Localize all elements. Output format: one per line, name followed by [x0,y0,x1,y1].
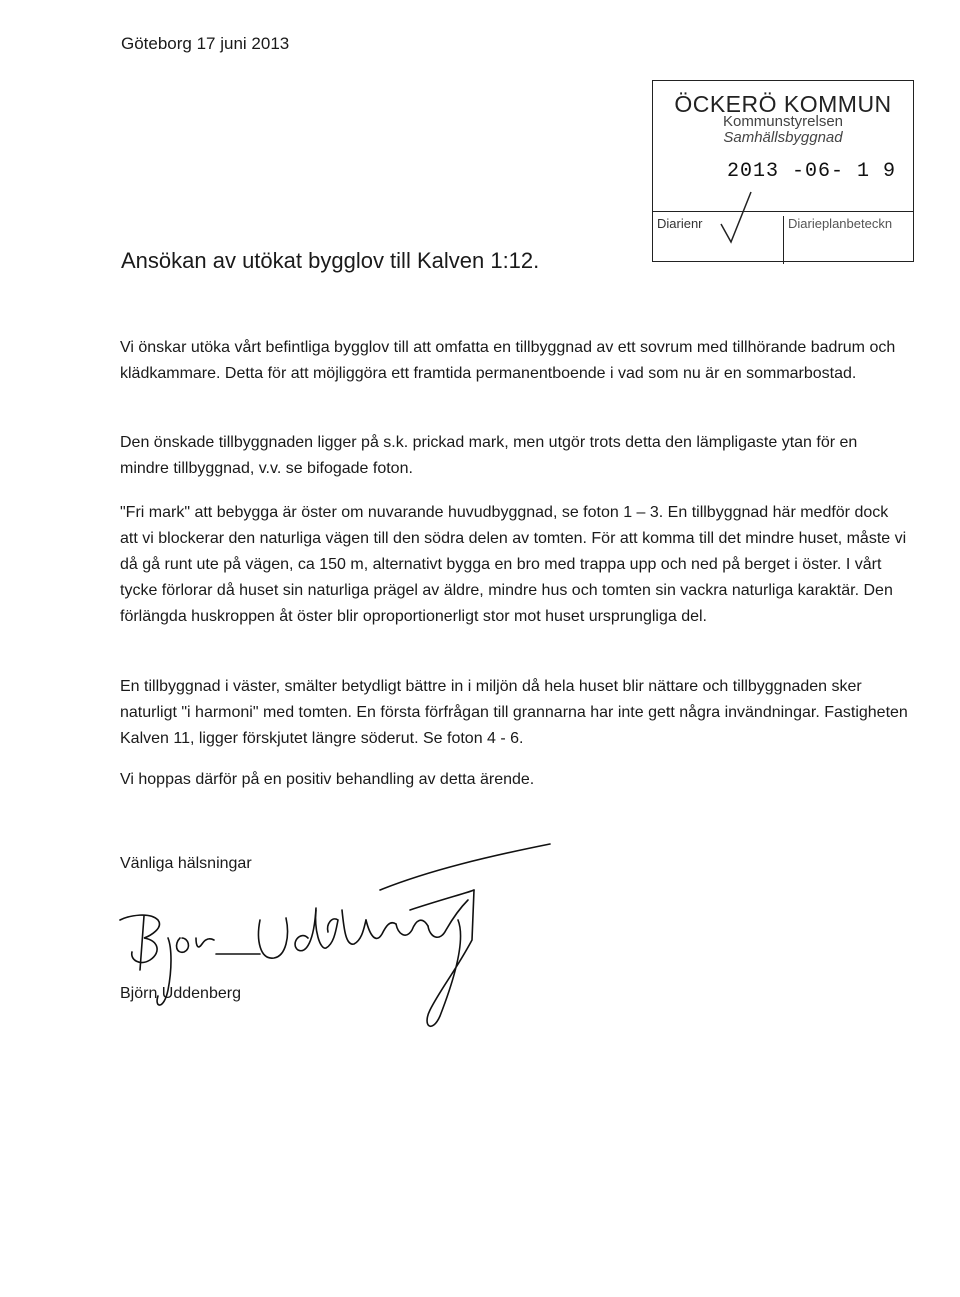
closing-greeting: Vänliga hälsningar [120,855,252,872]
signer-name: Björn Uddenberg [120,985,241,1002]
letter-title: Ansökan av utökat bygglov till Kalven 1:12. [121,248,540,273]
paragraph-3: "Fri mark" att bebygga är öster om nuvarande huvudbyggnad, se foton 1 – 3. En tillbyggnad här medför dock att vi blockerar den naturliga vägen till den södra delen av tomten. För att komma till det mindre huset, måste vi då gå runt ute på vägen, ca 150 m, alternativt bygga en bro med trappa upp och ned på berget i öster. I vårt tycke förlorar då huset sin naturliga prägel av äldre, mindre hus och tomten sin vackra naturliga karaktär. Den förlängda huskroppen åt öster blir oproportionerligt stor mot huset ursprungliga del. [120,504,907,625]
stamp-department: Kommunstyrelsen [722,113,844,130]
paragraph-5: Vi hoppas därför på en positiv behandling av detta ärende. [120,771,535,788]
stamp-field-diarienr: Diarienr [657,216,703,231]
paragraph-2: Den önskade tillbyggnaden ligger på s.k. prickad mark, men utgör trots detta den lämpligaste ytan för en mindre tillbyggnad, v.v. se bifogade foton. [120,434,858,477]
paragraph-1: Vi önskar utöka vårt befintliga bygglov till att omfatta en tillbyggnad av ett sovrum med tillhörande badrum och klädkammare. Detta för att möjliggöra ett framtida permanentboende i vad som nu är en sommarbostad. [120,339,896,382]
letter-date: Göteborg 17 juni 2013 [121,34,290,53]
stamp-organization: ÖCKERÖ KOMMUN [674,91,892,117]
stamp-date: 2013 -06- 1 9 [727,160,897,183]
received-stamp [652,80,914,262]
handwritten-signature [110,820,570,1040]
paragraph-4: En tillbyggnad i väster, smälter betydligt bättre in i miljön då hela huset blir nättare och tillbyggnaden sker naturligt "i harmoni" med tomten. En första förfrågan till grannarna har inte gett några invändningar. Fastigheten Kalven 11, ligger förskjutet längre söderut. Se foton 4 - 6. [120,678,908,747]
stamp-field-diarieplan: Diarieplanbeteckn [783,216,892,264]
stamp-unit: Samhällsbyggnad [723,129,843,146]
stamp-field-row [653,211,913,264]
stamp-checkmark-icon [717,190,757,250]
